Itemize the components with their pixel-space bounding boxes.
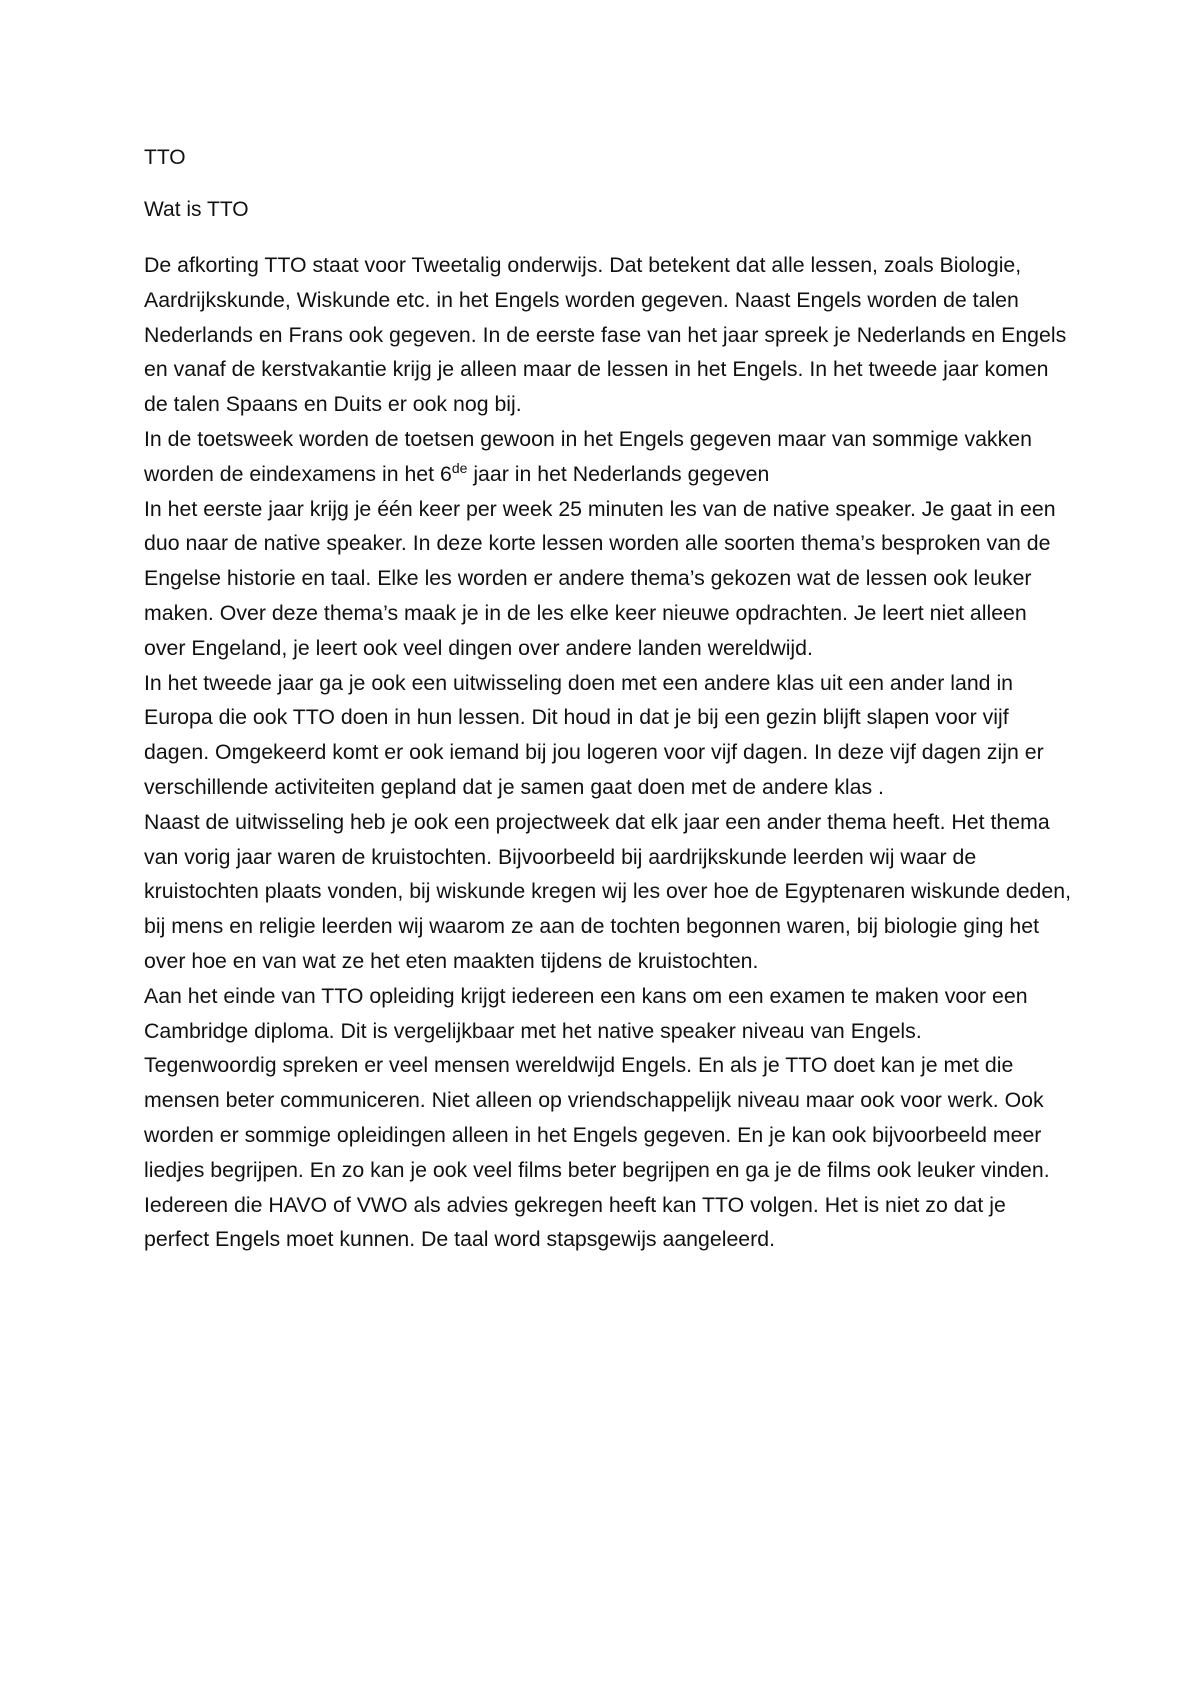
document-subtitle: Wat is TTO [144, 198, 249, 221]
paragraph-toetsweek-after: jaar in het Nederlands gegeven [467, 461, 770, 486]
document-body [144, 248, 1074, 1257]
paragraph-toelating: Iedereen die HAVO of VWO als advies gekregen heeft kan TTO volgen. Het is niet zo dat je perfect Engels moet kunnen. De taal word stapsgewijs aangeleerd. [144, 1192, 1006, 1252]
paragraph-projectweek: Naast de uitwisseling heb je ook een projectweek dat elk jaar een ander thema heeft. Het thema van vorig jaar waren de kruistochten. Bijvoorbeeld bij aardrijkskunde leerden wij waar de kruistochten plaats vonden, bij wiskunde kregen wij les over hoe de Egyptenaren wiskunde deden, bij mens en religie leerden wij waarom ze aan de tochten begonnen waren, bij biologie ging het over hoe en van wat ze het eten maakten tijdens de kruistochten. [144, 809, 1071, 973]
document-title: TTO [144, 146, 186, 169]
paragraph-intro: De afkorting TTO staat voor Tweetalig onderwijs. Dat betekent dat alle lessen, zoals Biologie, Aardrijkskunde, Wiskunde etc. in het Engels worden gegeven. Naast Engels worden de talen Nederlands en Frans ook gegeven. In de eerste fase van het jaar spreek je Nederlands en Engels en vanaf de kerstvakantie krijg je alleen maar de lessen in het Engels. In het tweede jaar komen de talen Spaans en Duits er ook nog bij. [144, 253, 1067, 417]
paragraph-toetsweek [144, 422, 1074, 492]
paragraph-cambridge: Aan het einde van TTO opleiding krijgt iedereen een kans om een examen te maken voor een Cambridge diploma. Dit is vergelijkbaar met het native speaker niveau van Engels. [144, 983, 1028, 1043]
paragraph-uitwisseling: In het tweede jaar ga je ook een uitwisseling doen met een andere klas uit een ander land in Europa die ook TTO doen in hun lessen. Dit houd in dat je bij een gezin blijft slapen voor vijf dagen. Omgekeerd komt er ook iemand bij jou logeren voor vijf dagen. In deze vijf dagen zijn er verschillende activiteiten gepland dat je samen gaat doen met de andere klas . [144, 670, 1044, 799]
ordinal-superscript: de [451, 459, 468, 476]
paragraph-tegenwoordig: Tegenwoordig spreken er veel mensen wereldwijd Engels. En als je TTO doet kan je met die mensen beter communiceren. Niet alleen op vriendschappelijk niveau maar ook voor werk. Ook worden er sommige opleidingen alleen in het Engels gegeven. En je kan ook bijvoorbeeld meer liedjes begrijpen. En zo kan je ook veel films beter begrijpen en ga je de films ook leuker vinden. [144, 1053, 1050, 1182]
paragraph-toetsweek-before: In de toetsweek worden de toetsen gewoon in het Engels gegeven maar van sommige vakken worden de eindexamens in het 6 [144, 426, 1032, 486]
paragraph-native-speaker: In het eerste jaar krijg je één keer per week 25 minuten les van de native speaker. Je gaat in een duo naar de native speaker. In deze korte lessen worden alle soorten thema’s besproken van de Engelse historie en taal. Elke les worden er andere thema’s gekozen wat de lessen ook leuker maken. Over deze thema’s maak je in de les elke keer nieuwe opdrachten. Je leert niet alleen over Engeland, je leert ook veel dingen over andere landen wereldwijd. [144, 496, 1056, 660]
document-content [144, 144, 1074, 1257]
